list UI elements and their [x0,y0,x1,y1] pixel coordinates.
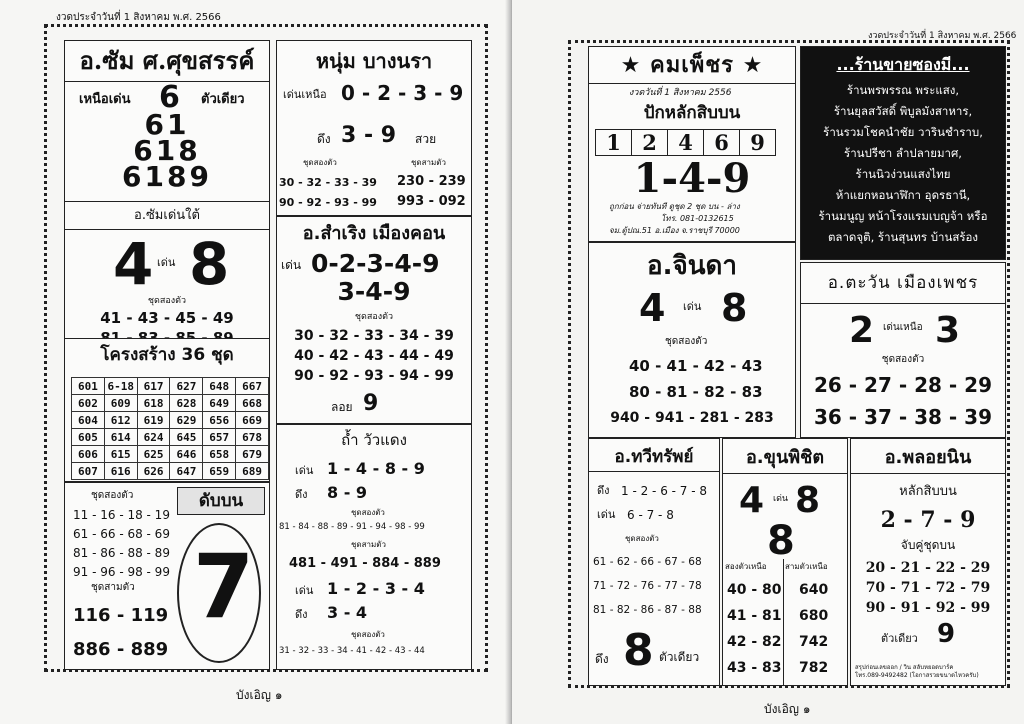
lead-numbers: 0 - 2 - 3 - 9 [341,81,464,105]
table-cell: 612 [104,412,137,429]
triple-label: ชุดสามตัว [91,582,135,593]
table-cell: 649 [203,395,236,412]
big-number: 3 [935,310,961,351]
lead-number: 6 [159,80,180,115]
pair-cell: 42 - 82 [727,634,782,650]
big-number: 4 [639,286,666,330]
structure-table [71,377,269,480]
pair-row: 70 - 71 - 72 - 79 [865,580,991,596]
forecast-box-samroeng [276,216,472,424]
pair-row: 36 - 37 - 38 - 39 [813,405,992,429]
ding-label: ดึง [317,132,331,146]
triple-cell: 640 [799,582,829,598]
single-number: 9 [937,619,956,649]
table-cell: 669 [236,412,269,429]
box-title: โครงสร้าง 36 ชุด [100,345,234,365]
pair-row: 61 - 62 - 66 - 67 - 68 [593,556,702,568]
mid-label: เด่น [683,300,702,313]
lead-label: เด่น [295,584,314,597]
shop-line: ร้านปรีชา ลำปลายมาศ, [844,146,962,160]
table-cell: 689 [236,463,269,480]
pair-row: 26 - 27 - 28 - 29 [813,373,992,397]
page-footer: บังเอิญ ๑ [764,702,811,716]
pair-row: 61 - 66 - 68 - 69 [73,527,170,541]
pair-label: ชุดสองตัว [625,534,659,543]
title-text: คมเพ็ชร [650,53,734,78]
pair-row: 11 - 16 - 18 - 19 [73,508,170,522]
tag-label: ดับบน [177,487,265,515]
triple-row: 481 - 491 - 884 - 889 [289,556,441,571]
lead-label: เด่นเหนือ [283,88,327,101]
shop-list-box [800,46,1006,260]
pair-row: 30 - 32 - 33 - 39 [279,176,377,189]
sub-title: หลักสิบบน [899,484,957,499]
box-title: ถ้ำ วัวแดง [341,431,407,449]
structure-box [64,338,270,482]
table-row [72,463,269,480]
table-cell: 602 [72,395,105,412]
shop-line: ร้านมนูญ หน้าโรงแรมเบญจ้า หรือ [818,209,988,223]
mid-label: เด่นเหนือ [883,322,923,333]
triple-row: 993 - 092 [397,194,466,209]
table-cell: 679 [236,446,269,463]
info-line: จม.ตู้ปณ.51 อ.เมือง จ.ราชบุรี 70000 [609,226,740,235]
table-cell: 605 [72,429,105,446]
box-title: อ.จินดา [647,251,737,281]
pair-label: ชุดสองตัว [147,296,187,306]
pair-row: 81 - 86 - 88 - 89 [73,546,170,560]
mid-label: เด่น [773,494,789,504]
table-row [72,446,269,463]
pair-row: 30 - 32 - 33 - 34 - 39 [294,328,454,344]
single-label: ตัวเดียว [659,650,700,664]
digit-cell: 2 [632,130,668,156]
column-label: สามตัวเหนือ [785,562,828,571]
table-cell: 668 [236,395,269,412]
table-cell: 604 [72,412,105,429]
lead-label: เด่น [281,258,302,272]
triple-label: ชุดสามตัว [411,158,446,167]
table-row [72,395,269,412]
triple-row: 230 - 239 [397,174,466,189]
table-row [72,378,269,395]
pair-row: 80 - 81 - 82 - 83 [629,383,763,401]
table-cell: 648 [203,378,236,395]
table-cell: 624 [137,429,170,446]
left-page [0,0,510,724]
table-cell: 629 [170,412,203,429]
digit-cell: 4 [668,130,704,156]
pair-label: ชุดสองตัว [665,336,708,347]
pair-row: 40 - 42 - 43 - 44 - 49 [294,348,454,364]
pair-label: ชุดสองตัว [91,490,134,501]
pair-row: 90 - 91 - 92 - 99 [865,600,991,616]
table-cell: 645 [170,429,203,446]
table-cell: 626 [137,463,170,480]
box-title: หนุ่ม บางนรา [315,49,433,73]
loy-number: 9 [363,391,379,416]
pair-row: 81 - 84 - 88 - 89 - 91 - 94 - 98 - 99 [279,522,425,532]
box-title: อ.สำเริง เมืองคอน [302,223,446,244]
column-label: สองตัวเหนือ [725,562,767,571]
shop-line: ร้านนิวง่วนแสงไทย [855,167,951,181]
info-line: ถูกก่อน จ่ายทันที ดูชุด 2 ชุด บน - ล่าง [609,202,740,211]
pattern-line: 61 [144,108,190,141]
lead-tail: ตัวเดียว [201,92,245,107]
suay-label: สวย [415,132,437,146]
pair-row: 940 - 941 - 281 - 283 [610,410,774,426]
table-cell: 607 [72,463,105,480]
sub-title: ปักหลักสิบบน [643,103,741,123]
set-box [64,482,270,670]
triple-cell: 680 [799,608,829,624]
lead-label: เหนือเด่น [79,92,131,107]
table-cell: 657 [203,429,236,446]
lead-label: เด่น [597,508,616,521]
pair-row: 91 - 96 - 98 - 99 [73,565,170,579]
ding-numbers: 3 - 4 [327,603,368,622]
box-title: อ.ขุนพิชิต [745,447,825,468]
single-label: ตัวเดียว [881,632,918,645]
ding-numbers: 8 - 9 [327,483,368,502]
triple-row: 886 - 889 [73,639,169,660]
table-cell: 617 [137,378,170,395]
shop-line: ตลาดจุติ, ร้านสุนทร บ้านสร้อง [827,230,979,244]
big-number: 7 [193,535,255,638]
pair-label: ชุดสองตัว [881,354,925,365]
lead-numbers: 6 - 7 - 8 [627,508,674,522]
loy-label: ลอย [331,400,353,414]
box-title: อ.พลอยนิน [884,447,972,468]
table-cell: 606 [72,446,105,463]
pair-row: 90 - 92 - 93 - 99 [279,196,377,209]
pair-label: ชุดสองตัว [351,630,385,639]
forecast-box-jinda [588,242,796,438]
info-line: โทร. 081-0132615 [661,214,734,223]
table-cell: 667 [236,378,269,395]
box-title: อ.ทวีทรัพย์ [614,447,694,467]
digit-row [595,129,776,156]
box-title: ★ คมเพ็ชร ★ [620,53,764,78]
big-number: 1-4-9 [633,155,751,202]
shop-line: ร้านพรพรรณ พระแสง, [846,83,960,97]
big-number: 8 [721,286,748,330]
table-cell: 658 [203,446,236,463]
table-cell: 601 [72,378,105,395]
pair-row: 31 - 32 - 33 - 34 - 41 - 42 - 43 - 44 [279,646,425,656]
date-line: งวดวันที่ 1 สิงหาคม 2556 [629,88,732,98]
table-cell: 614 [104,429,137,446]
pair-row: 40 - 41 - 42 - 43 [629,357,763,375]
ding-label: ดึง [295,488,308,501]
lead-numbers: 2 - 7 - 9 [880,507,976,533]
table-cell: 646 [170,446,203,463]
ding-numbers: 3 - 9 [341,123,397,148]
pair-cell: 40 - 80 [727,582,782,598]
big-number: 4 [739,480,765,521]
triple-row: 116 - 119 [73,605,169,626]
table-cell: 659 [203,463,236,480]
ding-label: ดึง [597,484,610,497]
lead-numbers: 1 - 2 - 3 - 4 [327,579,425,598]
pair-cell: 43 - 83 [727,660,782,676]
table-cell: 615 [104,446,137,463]
digit-cell: 1 [596,130,632,156]
box-title: ...ร้านขายซองมี... [836,55,970,74]
pair-label: ชุดสองตัว [303,158,337,167]
box-title: อ.ตะวัน เมืองเพชร [827,273,979,293]
pattern-line: 618 [133,134,201,167]
table-cell: 678 [236,429,269,446]
table-cell: 616 [104,463,137,480]
forecast-box-som [64,40,270,370]
pair-label: ชุดสองตัว [354,312,394,322]
page-footer: บังเอิญ ๑ [236,688,283,702]
pair-row: 81 - 82 - 86 - 87 - 88 [593,604,702,616]
table-row [72,412,269,429]
page-header: งวดประจำวันที่ 1 สิงหาคม พ.ศ. 2566 [56,12,221,23]
lead-numbers: 0-2-3-4-9 [311,249,440,278]
digit-cell: 9 [740,130,776,156]
forecast-box-tham [276,424,472,670]
forecast-box-kompetch [588,46,796,242]
sub-title: อ.ซัมเด่นใต้ [134,208,200,223]
big-number: 8 [795,480,821,521]
table-cell: 628 [170,395,203,412]
big-number: 8 [767,518,795,564]
box-title: อ.ซัม ศ.ศุขสรรค์ [79,46,255,75]
shop-line: ร้านรวมโชคนำชัย วารินชำราบ, [823,125,983,139]
big-number: 8 [189,230,230,298]
forecast-box-tawan [800,262,1006,438]
big-number: 4 [113,230,154,298]
table-cell: 619 [137,412,170,429]
pattern-line: 6189 [122,160,212,193]
triple-cell: 742 [799,634,829,650]
table-cell: 656 [203,412,236,429]
note-line: สรุปก่อนเลขออก / วิน สลับหยอดบาร์ค [855,664,954,671]
forecast-box-ploy [850,438,1006,686]
table-cell: 609 [104,395,137,412]
shop-line: ร้านยุลสวัสดิ์ พิบูลมังสาหาร, [833,104,973,118]
forecast-box-num [276,40,472,216]
table-row [72,429,269,446]
page-header: งวดประจำวันที่ 1 สิงหาคม พ.ศ. 2566 [868,31,1017,41]
pair-label: ชุดสองตัว [351,508,385,517]
lead-numbers: 1 - 4 - 8 - 9 [327,459,425,478]
table-cell: 627 [170,378,203,395]
shop-line: ห้าแยกหอนาฬิกา อุดรธานี, [835,188,971,202]
forecast-box-thawee [588,438,720,686]
pair-row: 71 - 72 - 76 - 77 - 78 [593,580,702,592]
mid-label: เด่น [157,256,176,269]
table-cell: 618 [137,395,170,412]
lead-label: เด่น [295,464,314,477]
sub-title: จับคู่ชุดบน [900,538,956,552]
ding-numbers: 1 - 2 - 6 - 7 - 8 [621,484,708,498]
big-number: 2 [849,310,875,351]
ding-label: ดึง [595,652,609,666]
table-cell: 625 [137,446,170,463]
triple-label: ชุดสามตัว [351,540,386,549]
pair-row: 41 - 43 - 45 - 49 [100,309,234,327]
ding-label: ดึง [295,608,308,621]
forecast-box-khun [722,438,848,686]
pair-row: 90 - 92 - 93 - 94 - 99 [294,368,454,384]
lead-numbers: 3-4-9 [337,277,411,306]
pair-cell: 41 - 81 [727,608,782,624]
table-cell: 647 [170,463,203,480]
right-page [512,0,1024,724]
triple-cell: 782 [799,660,829,676]
big-number: 8 [623,625,654,676]
table-cell: 6‐18 [104,378,137,395]
note-line: โทร.089-9492482 (โอกาสรวยขนาดไหวครับ) [855,672,979,679]
digit-cell: 6 [704,130,740,156]
pair-row: 20 - 21 - 22 - 29 [865,560,991,576]
